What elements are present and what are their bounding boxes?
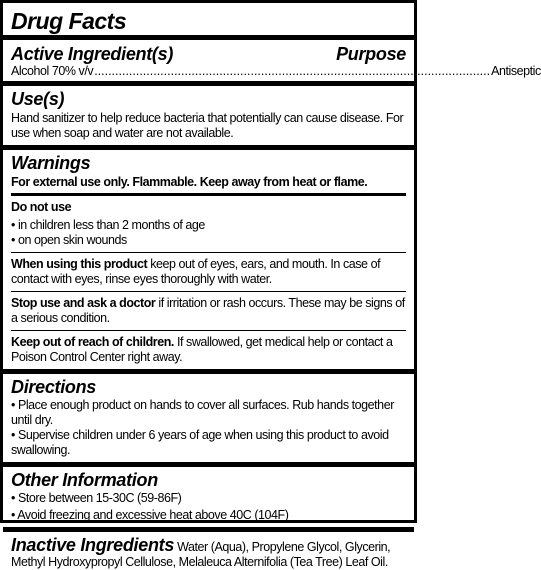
directions-section: [11, 374, 406, 462]
list-item: • Place enough product on hands to cover all surfaces. Rub hands together until dry.: [11, 398, 394, 427]
divider: [3, 527, 414, 532]
active-ingredient-purpose: Antiseptic: [491, 64, 541, 78]
list-item: • on open skin wounds: [11, 233, 127, 247]
directions-heading: Directions: [11, 377, 97, 397]
keep-out-lead: Keep out of reach of children.: [11, 335, 174, 349]
list-item: • in children less than 2 months of age: [11, 218, 205, 232]
list-item: • Avoid freezing and excessive heat above 40C (104F): [11, 508, 289, 522]
warnings-heading: Warnings: [11, 153, 91, 173]
keep-out-text: If swallowed, get medical help or contact a Poison Control Center right away.: [11, 335, 393, 364]
other-information-section: [11, 467, 406, 527]
stop-use-text: if irritation or rash occurs. These may be signs of a serious condition.: [11, 296, 405, 325]
active-ingredient-heading: Active Ingredient(s): [11, 44, 174, 64]
drug-facts-title: Drug Facts: [11, 8, 127, 34]
when-using-block: [11, 253, 406, 291]
do-not-use-block: [11, 196, 406, 252]
uses-heading: Use(s): [11, 89, 65, 109]
active-ingredient-name: Alcohol 70% v/v: [11, 64, 94, 78]
stop-use-lead: Stop use and ask a doctor: [11, 296, 156, 310]
active-ingredient-header: [11, 44, 406, 64]
list-item: • Store between 15-30C (59-86F): [11, 491, 182, 505]
list-item: • Supervise children under 6 years of age when using this product to avoid swallowing.: [11, 428, 389, 457]
warnings-section: [11, 150, 406, 369]
external-use-warning: For external use only. Flammable. Keep away from heat or flame.: [11, 175, 368, 189]
active-ingredient-row: [11, 64, 541, 81]
inactive-ingredients-text: Water (Aqua), Propylene Glycol, Glycerin, Methyl Hydroxypropyl Cellulose, Melaleuca Alternifolia (Tea Tree) Leaf Oil.: [11, 540, 391, 569]
uses-section: [11, 86, 406, 145]
do-not-use-heading: Do not use: [11, 200, 72, 214]
when-using-lead: When using this product: [11, 257, 148, 271]
when-using-text: keep out of eyes, ears, and mouth. In case of contact with eyes, rinse eyes thoroughly with water.: [11, 257, 381, 286]
purpose-heading: Purpose: [336, 44, 406, 64]
keep-out-block: [11, 331, 406, 369]
inactive-ingredients-heading: Inactive Ingredients: [11, 535, 175, 555]
inactive-ingredients-section: [11, 535, 406, 570]
other-information-heading: Other Information: [11, 470, 158, 490]
dot-leader: ..................................................................................................................: [94, 64, 491, 78]
divider: [3, 35, 414, 40]
stop-use-block: [11, 292, 406, 330]
uses-text: Hand sanitizer to help reduce bacteria that potentially can cause disease. For use when soap and water are not available.: [11, 111, 404, 140]
